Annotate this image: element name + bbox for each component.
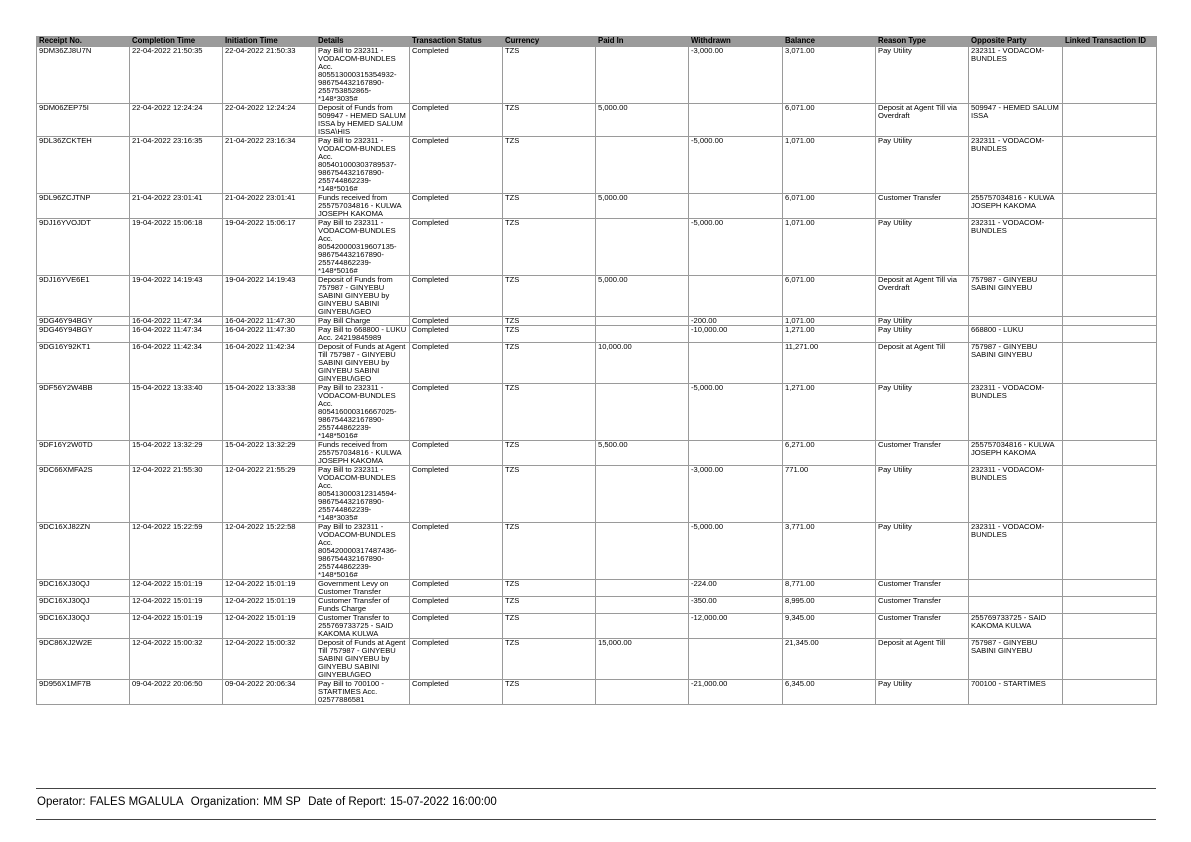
cell-completion-time: 19-04-2022 15:06:18	[130, 219, 223, 276]
cell-balance: 1,071.00	[783, 137, 876, 194]
cell-reason-type: Pay Utility	[876, 326, 969, 343]
cell-reason-type: Pay Utility	[876, 466, 969, 523]
cell-currency: TZS	[503, 523, 596, 580]
cell-details: Pay Bill Charge	[316, 317, 410, 326]
cell-currency: TZS	[503, 194, 596, 219]
table-row	[37, 384, 1157, 441]
cell-receipt-no: 9DC16XJ30QJ	[37, 614, 130, 639]
cell-completion-time: 12-04-2022 15:01:19	[130, 597, 223, 614]
report-footer	[37, 796, 501, 808]
cell-receipt-no: 9DJ16YVOJDT	[37, 219, 130, 276]
col-header-linked-transaction-id: Linked Transaction ID	[1063, 37, 1157, 47]
cell-details: Government Levy on Customer Transfer	[316, 580, 410, 597]
operator-label: Operator:	[37, 796, 86, 808]
cell-transaction-status: Completed	[410, 580, 503, 597]
cell-withdrawn	[689, 276, 783, 317]
cell-completion-time: 12-04-2022 15:01:19	[130, 580, 223, 597]
cell-withdrawn: -3,000.00	[689, 466, 783, 523]
cell-reason-type: Customer Transfer	[876, 441, 969, 466]
cell-details: Customer Transfer to 255769733725 - SAID KAKOMA KULWA	[316, 614, 410, 639]
cell-completion-time: 21-04-2022 23:16:35	[130, 137, 223, 194]
statement-sheet	[36, 36, 1156, 705]
cell-transaction-status: Completed	[410, 47, 503, 104]
cell-paid-in: 5,000.00	[596, 194, 689, 219]
cell-withdrawn: -3,000.00	[689, 47, 783, 104]
cell-completion-time: 16-04-2022 11:42:34	[130, 343, 223, 384]
transactions-table	[36, 36, 1157, 705]
cell-receipt-no: 9DC66XMFA2S	[37, 466, 130, 523]
table-row	[37, 466, 1157, 523]
cell-opposite-party	[969, 597, 1063, 614]
cell-completion-time: 12-04-2022 15:22:59	[130, 523, 223, 580]
table-header	[37, 37, 1157, 47]
cell-completion-time: 15-04-2022 13:33:40	[130, 384, 223, 441]
cell-balance: 8,771.00	[783, 580, 876, 597]
cell-transaction-status: Completed	[410, 639, 503, 680]
cell-transaction-status: Completed	[410, 680, 503, 705]
cell-withdrawn	[689, 441, 783, 466]
cell-linked-transaction-id	[1063, 276, 1157, 317]
cell-balance: 1,271.00	[783, 326, 876, 343]
cell-balance: 6,345.00	[783, 680, 876, 705]
cell-completion-time: 12-04-2022 21:55:30	[130, 466, 223, 523]
cell-transaction-status: Completed	[410, 137, 503, 194]
footer-bottom-rule	[36, 819, 1156, 820]
cell-withdrawn: -5,000.00	[689, 523, 783, 580]
col-header-receipt-no: Receipt No.	[37, 37, 130, 47]
cell-linked-transaction-id	[1063, 137, 1157, 194]
cell-opposite-party: 700100 - STARTIMES	[969, 680, 1063, 705]
cell-balance: 771.00	[783, 466, 876, 523]
cell-receipt-no: 9DM36ZJ8U7N	[37, 47, 130, 104]
table-row	[37, 523, 1157, 580]
table-row	[37, 680, 1157, 705]
cell-reason-type: Pay Utility	[876, 47, 969, 104]
cell-linked-transaction-id	[1063, 47, 1157, 104]
cell-initiation-time: 15-04-2022 13:32:29	[223, 441, 316, 466]
cell-paid-in: 5,000.00	[596, 276, 689, 317]
cell-withdrawn: -350.00	[689, 597, 783, 614]
cell-paid-in	[596, 384, 689, 441]
table-row	[37, 639, 1157, 680]
cell-details: Pay Bill to 232311 - VODACOM-BUNDLES Acc. 805420000319607135-986754432167890-255744862239-*148*5016#	[316, 219, 410, 276]
cell-opposite-party	[969, 580, 1063, 597]
cell-balance: 21,345.00	[783, 639, 876, 680]
cell-completion-time: 19-04-2022 14:19:43	[130, 276, 223, 317]
cell-receipt-no: 9DG46Y94BGY	[37, 317, 130, 326]
cell-currency: TZS	[503, 219, 596, 276]
cell-details: Customer Transfer of Funds Charge	[316, 597, 410, 614]
cell-completion-time: 12-04-2022 15:00:32	[130, 639, 223, 680]
cell-details: Pay Bill to 232311 - VODACOM-BUNDLES Acc. 805420000317487436-986754432167890-255744862239-*148*5016#	[316, 523, 410, 580]
cell-opposite-party: 232311 - VODACOM-BUNDLES	[969, 219, 1063, 276]
cell-withdrawn: -10,000.00	[689, 326, 783, 343]
cell-linked-transaction-id	[1063, 580, 1157, 597]
cell-currency: TZS	[503, 580, 596, 597]
cell-currency: TZS	[503, 441, 596, 466]
cell-opposite-party: 232311 - VODACOM-BUNDLES	[969, 47, 1063, 104]
cell-paid-in: 15,000.00	[596, 639, 689, 680]
cell-transaction-status: Completed	[410, 276, 503, 317]
cell-linked-transaction-id	[1063, 317, 1157, 326]
cell-reason-type: Deposit at Agent Till via Overdraft	[876, 276, 969, 317]
cell-opposite-party: 757987 - GINYEBU SABINI GINYEBU	[969, 276, 1063, 317]
cell-details: Funds received from 255757034816 - KULWA JOSEPH KAKOMA	[316, 194, 410, 219]
cell-details: Pay Bill to 668800 - LUKU Acc. 24219845989	[316, 326, 410, 343]
col-header-withdrawn: Withdrawn	[689, 37, 783, 47]
cell-linked-transaction-id	[1063, 326, 1157, 343]
cell-balance: 6,071.00	[783, 104, 876, 137]
col-header-completion-time: Completion Time	[130, 37, 223, 47]
cell-receipt-no: 9DJ16YVE6E1	[37, 276, 130, 317]
cell-initiation-time: 12-04-2022 15:01:19	[223, 597, 316, 614]
cell-transaction-status: Completed	[410, 219, 503, 276]
col-header-details: Details	[316, 37, 410, 47]
cell-reason-type: Customer Transfer	[876, 614, 969, 639]
cell-details: Deposit of Funds at Agent Till 757987 - GINYEBU SABINI GINYEBU by GINYEBU SABINI GINYEBU\GEO	[316, 639, 410, 680]
cell-paid-in	[596, 597, 689, 614]
cell-transaction-status: Completed	[410, 466, 503, 523]
cell-transaction-status: Completed	[410, 523, 503, 580]
cell-initiation-time: 21-04-2022 23:16:34	[223, 137, 316, 194]
cell-linked-transaction-id	[1063, 614, 1157, 639]
cell-opposite-party: 757987 - GINYEBU SABINI GINYEBU	[969, 343, 1063, 384]
cell-paid-in	[596, 523, 689, 580]
table-row	[37, 597, 1157, 614]
table-row	[37, 614, 1157, 639]
cell-reason-type: Customer Transfer	[876, 194, 969, 219]
cell-paid-in	[596, 680, 689, 705]
cell-details: Pay Bill to 232311 - VODACOM-BUNDLES Acc. 805513000315354932-986754432167890-255753852865-*148*3035#	[316, 47, 410, 104]
cell-reason-type: Pay Utility	[876, 523, 969, 580]
cell-completion-time: 22-04-2022 21:50:35	[130, 47, 223, 104]
cell-linked-transaction-id	[1063, 639, 1157, 680]
table-body	[37, 47, 1157, 705]
cell-currency: TZS	[503, 317, 596, 326]
table-row	[37, 580, 1157, 597]
cell-linked-transaction-id	[1063, 597, 1157, 614]
cell-reason-type: Pay Utility	[876, 317, 969, 326]
cell-balance: 1,071.00	[783, 317, 876, 326]
cell-reason-type: Pay Utility	[876, 680, 969, 705]
cell-details: Deposit of Funds at Agent Till 757987 - GINYEBU SABINI GINYEBU by GINYEBU SABINI GINYEBU\GEO	[316, 343, 410, 384]
cell-completion-time: 22-04-2022 12:24:24	[130, 104, 223, 137]
cell-withdrawn	[689, 194, 783, 219]
cell-completion-time: 21-04-2022 23:01:41	[130, 194, 223, 219]
cell-balance: 6,071.00	[783, 194, 876, 219]
cell-balance: 9,345.00	[783, 614, 876, 639]
col-header-balance: Balance	[783, 37, 876, 47]
cell-transaction-status: Completed	[410, 441, 503, 466]
cell-linked-transaction-id	[1063, 194, 1157, 219]
cell-balance: 3,771.00	[783, 523, 876, 580]
cell-transaction-status: Completed	[410, 317, 503, 326]
cell-linked-transaction-id	[1063, 104, 1157, 137]
cell-paid-in	[596, 317, 689, 326]
cell-currency: TZS	[503, 343, 596, 384]
cell-withdrawn: -5,000.00	[689, 219, 783, 276]
table-row	[37, 104, 1157, 137]
cell-withdrawn	[689, 104, 783, 137]
cell-withdrawn	[689, 343, 783, 384]
cell-balance: 11,271.00	[783, 343, 876, 384]
cell-withdrawn: -12,000.00	[689, 614, 783, 639]
cell-initiation-time: 19-04-2022 14:19:43	[223, 276, 316, 317]
cell-reason-type: Customer Transfer	[876, 597, 969, 614]
cell-receipt-no: 9DC16XJ30QJ	[37, 597, 130, 614]
cell-linked-transaction-id	[1063, 219, 1157, 276]
cell-linked-transaction-id	[1063, 343, 1157, 384]
cell-linked-transaction-id	[1063, 680, 1157, 705]
cell-details: Funds received from 255757034816 - KULWA JOSEPH KAKOMA	[316, 441, 410, 466]
cell-completion-time: 12-04-2022 15:01:19	[130, 614, 223, 639]
cell-reason-type: Deposit at Agent Till	[876, 343, 969, 384]
cell-transaction-status: Completed	[410, 326, 503, 343]
cell-initiation-time: 16-04-2022 11:47:30	[223, 317, 316, 326]
table-row	[37, 47, 1157, 104]
cell-paid-in	[596, 47, 689, 104]
cell-initiation-time: 12-04-2022 15:01:19	[223, 580, 316, 597]
cell-receipt-no: 9DG16Y92KT1	[37, 343, 130, 384]
cell-details: Pay Bill to 232311 - VODACOM-BUNDLES Acc. 805416000316667025-986754432167890-255744862239-*148*5016#	[316, 384, 410, 441]
cell-transaction-status: Completed	[410, 104, 503, 137]
cell-transaction-status: Completed	[410, 597, 503, 614]
cell-completion-time: 16-04-2022 11:47:34	[130, 317, 223, 326]
cell-details: Pay Bill to 232311 - VODACOM-BUNDLES Acc. 805401000303789537-986754432167890-255744862239-*148*5016#	[316, 137, 410, 194]
cell-initiation-time: 09-04-2022 20:06:34	[223, 680, 316, 705]
cell-details: Deposit of Funds from 509947 - HEMED SALUM ISSA by HEMED SALUM ISSA\HIS	[316, 104, 410, 137]
cell-opposite-party	[969, 317, 1063, 326]
col-header-reason-type: Reason Type	[876, 37, 969, 47]
cell-reason-type: Customer Transfer	[876, 580, 969, 597]
cell-receipt-no: 9DL96ZCJTNP	[37, 194, 130, 219]
cell-currency: TZS	[503, 639, 596, 680]
cell-balance: 1,071.00	[783, 219, 876, 276]
report-date-label: Date of Report:	[308, 796, 387, 808]
organization-label: Organization:	[190, 796, 260, 808]
cell-reason-type: Deposit at Agent Till	[876, 639, 969, 680]
cell-initiation-time: 19-04-2022 15:06:17	[223, 219, 316, 276]
cell-paid-in	[596, 466, 689, 523]
cell-linked-transaction-id	[1063, 466, 1157, 523]
cell-initiation-time: 22-04-2022 12:24:24	[223, 104, 316, 137]
cell-withdrawn: -21,000.00	[689, 680, 783, 705]
cell-initiation-time: 16-04-2022 11:42:34	[223, 343, 316, 384]
cell-paid-in	[596, 614, 689, 639]
cell-receipt-no: 9DF56Y2W4BB	[37, 384, 130, 441]
cell-opposite-party: 232311 - VODACOM-BUNDLES	[969, 523, 1063, 580]
cell-balance: 1,271.00	[783, 384, 876, 441]
cell-currency: TZS	[503, 466, 596, 523]
cell-opposite-party: 255769733725 - SAID KAKOMA KULWA	[969, 614, 1063, 639]
cell-currency: TZS	[503, 326, 596, 343]
cell-paid-in	[596, 137, 689, 194]
cell-withdrawn: -5,000.00	[689, 137, 783, 194]
cell-completion-time: 16-04-2022 11:47:34	[130, 326, 223, 343]
cell-reason-type: Pay Utility	[876, 219, 969, 276]
col-header-paid-in: Paid In	[596, 37, 689, 47]
cell-opposite-party: 232311 - VODACOM-BUNDLES	[969, 384, 1063, 441]
cell-receipt-no: 9DL36ZCKTEH	[37, 137, 130, 194]
cell-initiation-time: 12-04-2022 15:01:19	[223, 614, 316, 639]
cell-receipt-no: 9DM06ZEP75I	[37, 104, 130, 137]
col-header-transaction-status: Transaction Status	[410, 37, 503, 47]
footer-top-rule	[36, 788, 1156, 789]
cell-receipt-no: 9DC86XJ2W2E	[37, 639, 130, 680]
table-row	[37, 276, 1157, 317]
cell-initiation-time: 16-04-2022 11:47:30	[223, 326, 316, 343]
cell-linked-transaction-id	[1063, 384, 1157, 441]
table-row	[37, 326, 1157, 343]
organization-name: MM SP	[263, 796, 301, 808]
cell-opposite-party: 255757034816 - KULWA JOSEPH KAKOMA	[969, 194, 1063, 219]
cell-linked-transaction-id	[1063, 523, 1157, 580]
cell-details: Deposit of Funds from 757987 - GINYEBU SABINI GINYEBU by GINYEBU SABINI GINYEBU\GEO	[316, 276, 410, 317]
table-row	[37, 194, 1157, 219]
cell-paid-in	[596, 219, 689, 276]
cell-receipt-no: 9DC16XJ82ZN	[37, 523, 130, 580]
table-row	[37, 137, 1157, 194]
cell-receipt-no: 9DC16XJ30QJ	[37, 580, 130, 597]
cell-withdrawn: -5,000.00	[689, 384, 783, 441]
cell-currency: TZS	[503, 137, 596, 194]
report-date: 15-07-2022 16:00:00	[390, 796, 497, 808]
cell-balance: 6,271.00	[783, 441, 876, 466]
cell-paid-in	[596, 580, 689, 597]
cell-balance: 8,995.00	[783, 597, 876, 614]
cell-balance: 6,071.00	[783, 276, 876, 317]
table-row	[37, 343, 1157, 384]
cell-receipt-no: 9DG46Y94BGY	[37, 326, 130, 343]
col-header-currency: Currency	[503, 37, 596, 47]
cell-currency: TZS	[503, 47, 596, 104]
cell-currency: TZS	[503, 104, 596, 137]
table-row	[37, 317, 1157, 326]
cell-balance: 3,071.00	[783, 47, 876, 104]
cell-initiation-time: 22-04-2022 21:50:33	[223, 47, 316, 104]
cell-receipt-no: 9D956X1MF7B	[37, 680, 130, 705]
cell-opposite-party: 668800 - LUKU	[969, 326, 1063, 343]
cell-currency: TZS	[503, 384, 596, 441]
cell-paid-in: 5,500.00	[596, 441, 689, 466]
cell-details: Pay Bill to 700100 - STARTIMES Acc. 02577886581	[316, 680, 410, 705]
header-row	[37, 37, 1157, 47]
cell-transaction-status: Completed	[410, 343, 503, 384]
cell-initiation-time: 12-04-2022 15:00:32	[223, 639, 316, 680]
cell-transaction-status: Completed	[410, 384, 503, 441]
cell-paid-in: 10,000.00	[596, 343, 689, 384]
cell-withdrawn	[689, 639, 783, 680]
cell-withdrawn: -200.00	[689, 317, 783, 326]
operator-name: FALES MGALULA	[89, 796, 184, 808]
cell-receipt-no: 9DF16Y2W0TD	[37, 441, 130, 466]
col-header-opposite-party: Opposite Party	[969, 37, 1063, 47]
cell-currency: TZS	[503, 276, 596, 317]
cell-linked-transaction-id	[1063, 441, 1157, 466]
table-row	[37, 219, 1157, 276]
cell-opposite-party: 757987 - GINYEBU SABINI GINYEBU	[969, 639, 1063, 680]
cell-completion-time: 15-04-2022 13:32:29	[130, 441, 223, 466]
cell-opposite-party: 509947 - HEMED SALUM ISSA	[969, 104, 1063, 137]
cell-opposite-party: 255757034816 - KULWA JOSEPH KAKOMA	[969, 441, 1063, 466]
cell-initiation-time: 12-04-2022 15:22:58	[223, 523, 316, 580]
table-row	[37, 441, 1157, 466]
cell-currency: TZS	[503, 614, 596, 639]
cell-completion-time: 09-04-2022 20:06:50	[130, 680, 223, 705]
cell-currency: TZS	[503, 680, 596, 705]
cell-initiation-time: 12-04-2022 21:55:29	[223, 466, 316, 523]
cell-initiation-time: 15-04-2022 13:33:38	[223, 384, 316, 441]
cell-withdrawn: -224.00	[689, 580, 783, 597]
cell-reason-type: Deposit at Agent Till via Overdraft	[876, 104, 969, 137]
col-header-initiation-time: Initiation Time	[223, 37, 316, 47]
cell-reason-type: Pay Utility	[876, 384, 969, 441]
cell-opposite-party: 232311 - VODACOM-BUNDLES	[969, 137, 1063, 194]
cell-initiation-time: 21-04-2022 23:01:41	[223, 194, 316, 219]
cell-reason-type: Pay Utility	[876, 137, 969, 194]
cell-transaction-status: Completed	[410, 194, 503, 219]
cell-transaction-status: Completed	[410, 614, 503, 639]
cell-paid-in	[596, 326, 689, 343]
cell-details: Pay Bill to 232311 - VODACOM-BUNDLES Acc. 805413000312314594-986754432167890-255744862239-*148*3035#	[316, 466, 410, 523]
cell-paid-in: 5,000.00	[596, 104, 689, 137]
cell-currency: TZS	[503, 597, 596, 614]
cell-opposite-party: 232311 - VODACOM-BUNDLES	[969, 466, 1063, 523]
